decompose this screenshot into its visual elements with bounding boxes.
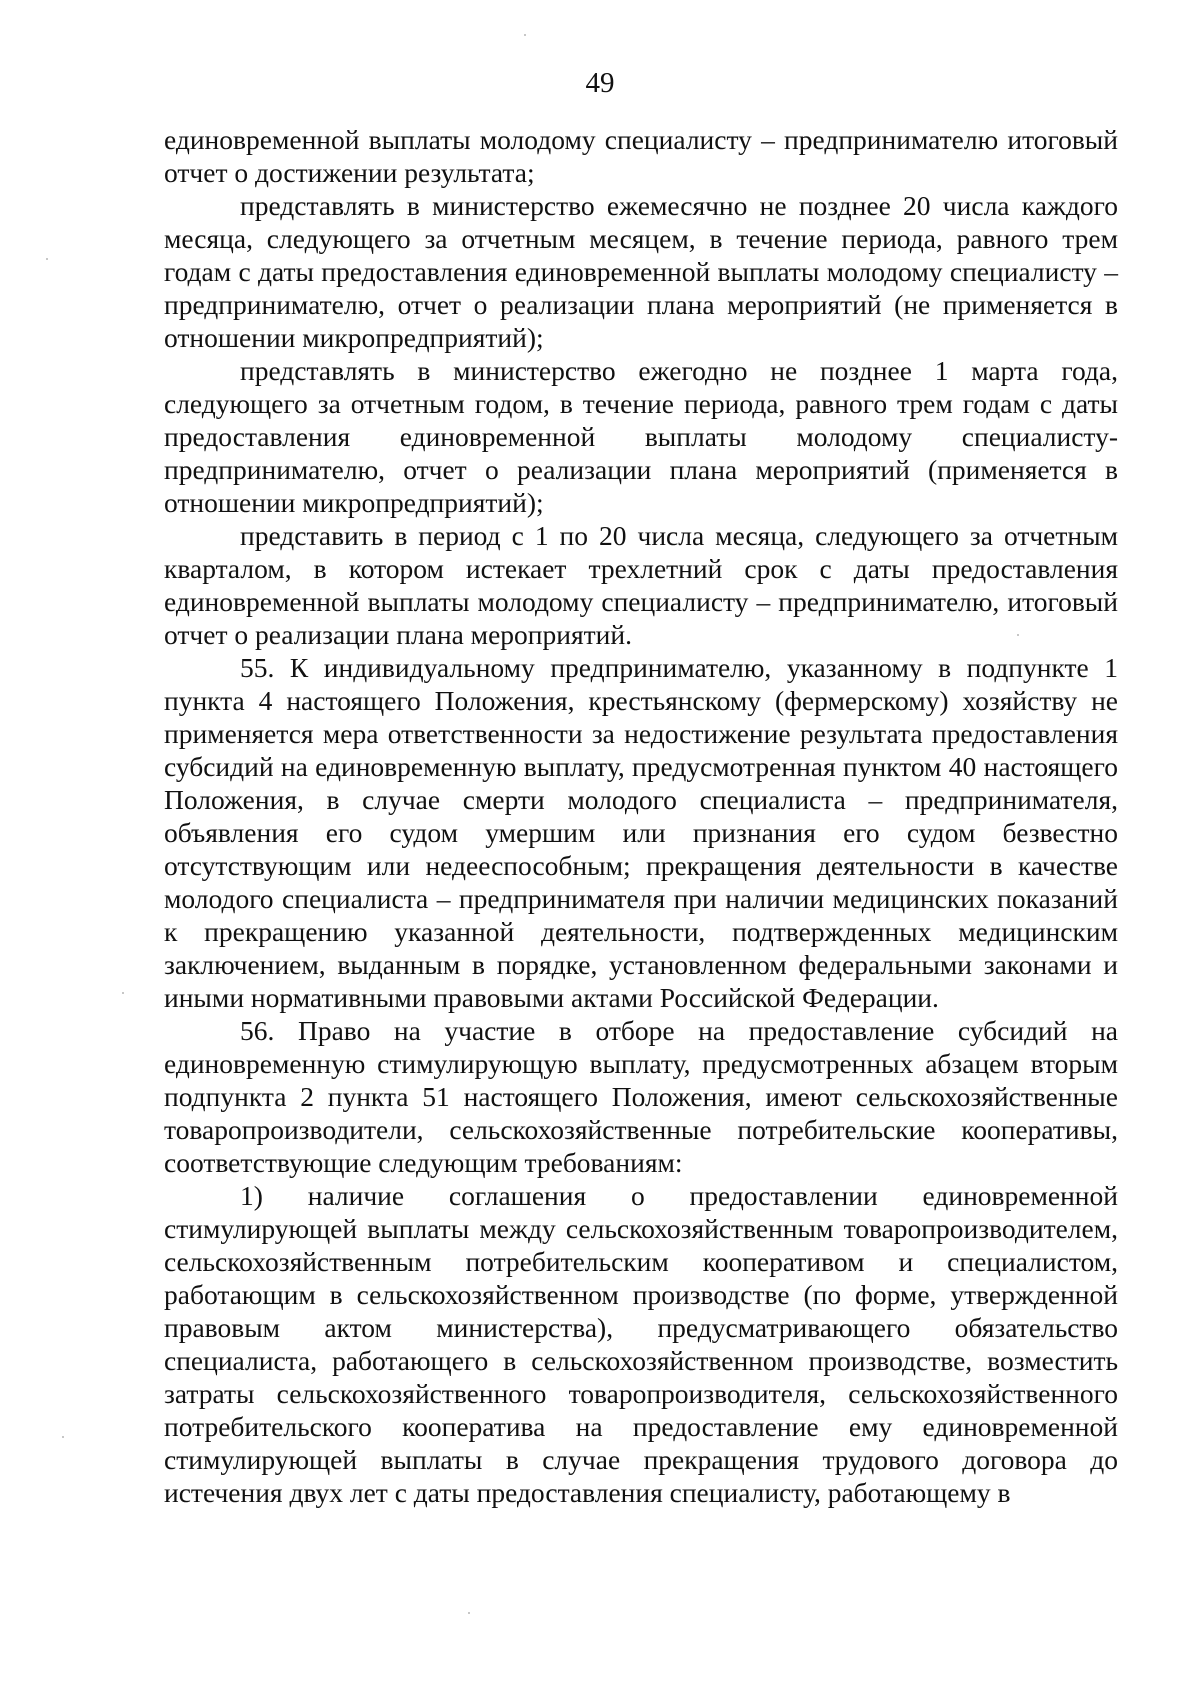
scan-speck (122, 992, 124, 994)
scan-speck (524, 34, 526, 36)
scan-speck (62, 1436, 64, 1438)
paragraph-clause-56: 56. Право на участие в отборе на предоставление субсидий на единовременную стимулирующую выплату, предусмотренных абзацем вторым подпункта 2 пункта 51 настоящего Положения, имеют сельскохозяйственные товаропроизводители, сельскохозяйственные потребительские кооперативы, соответствующие следующим требованиям: (164, 1015, 1118, 1178)
paragraph-final-report: представить в период с 1 по 20 числа месяца, следующего за отчетным кварталом, в котором истекает трехлетний срок с даты предоставления единовременной выплаты молодому специалисту – предпринимателю, итоговый отчет о реализации плана мероприятий. (164, 520, 1118, 650)
page-number: 49 (585, 67, 615, 99)
paragraph-clause-56-item-1: 1) наличие соглашения о предоставлении единовременной стимулирующей выплаты между сельскохозяйственным товаропроизводителем, сельскохозяйственным потребительским кооперативом и специалистом, работающим в сельскохозяйственном производстве (по форме, утвержденной правовым актом министерства), предусматривающего обязательство специалиста, работающего в сельскохозяйственном производстве, возместить затраты сельскохозяйственного товаропроизводителя, сельскохозяйственного потребительского кооператива на предоставление ему единовременной стимулирующей выплаты в случае прекращения трудового договора до истечения двух лет с даты предоставления специалисту, работающему в (164, 1180, 1118, 1508)
paragraph-continuation: единовременной выплаты молодому специалисту – предпринимателю итоговый отчет о достижении результата; (164, 124, 1118, 188)
scan-speck (46, 258, 48, 260)
paragraph-clause-55: 55. К индивидуальному предпринимателю, указанному в подпункте 1 пункта 4 настоящего Положения, крестьянскому (фермерскому) хозяйству не применяется мера ответственности за недостижение результата предоставления субсидий на единовременную выплату, предусмотренная пунктом 40 настоящего Положения, в случае смерти молодого специалиста – предпринимателя, объявления его судом умершим или признания его судом безвестно отсутствующим или недееспособным; прекращения деятельности в качестве молодого специалиста – предпринимателя при наличии медицинских показаний к прекращению указанной деятельности, подтвержденных медицинским заключением, выданным в порядке, установленном федеральными законами и иными нормативными правовыми актами Российской Федерации. (164, 652, 1118, 1013)
scan-speck (468, 1612, 470, 1614)
paragraph-monthly-report: представлять в министерство ежемесячно не позднее 20 числа каждого месяца, следующего за отчетным месяцем, в течение периода, равного трем годам с даты предоставления единовременной выплаты молодому специалисту – предпринимателю, отчет о реализации плана мероприятий (не применяется в отношении микропредприятий); (164, 190, 1118, 353)
document-body (164, 123, 1118, 1509)
paragraph-annual-report: представлять в министерство ежегодно не позднее 1 марта года, следующего за отчетным годом, в течение периода, равного трем годам с даты предоставления единовременной выплаты молодому специалисту-предпринимателю, отчет о реализации плана мероприятий (применяется в отношении микропредприятий); (164, 355, 1118, 518)
scan-speck (1017, 634, 1019, 636)
